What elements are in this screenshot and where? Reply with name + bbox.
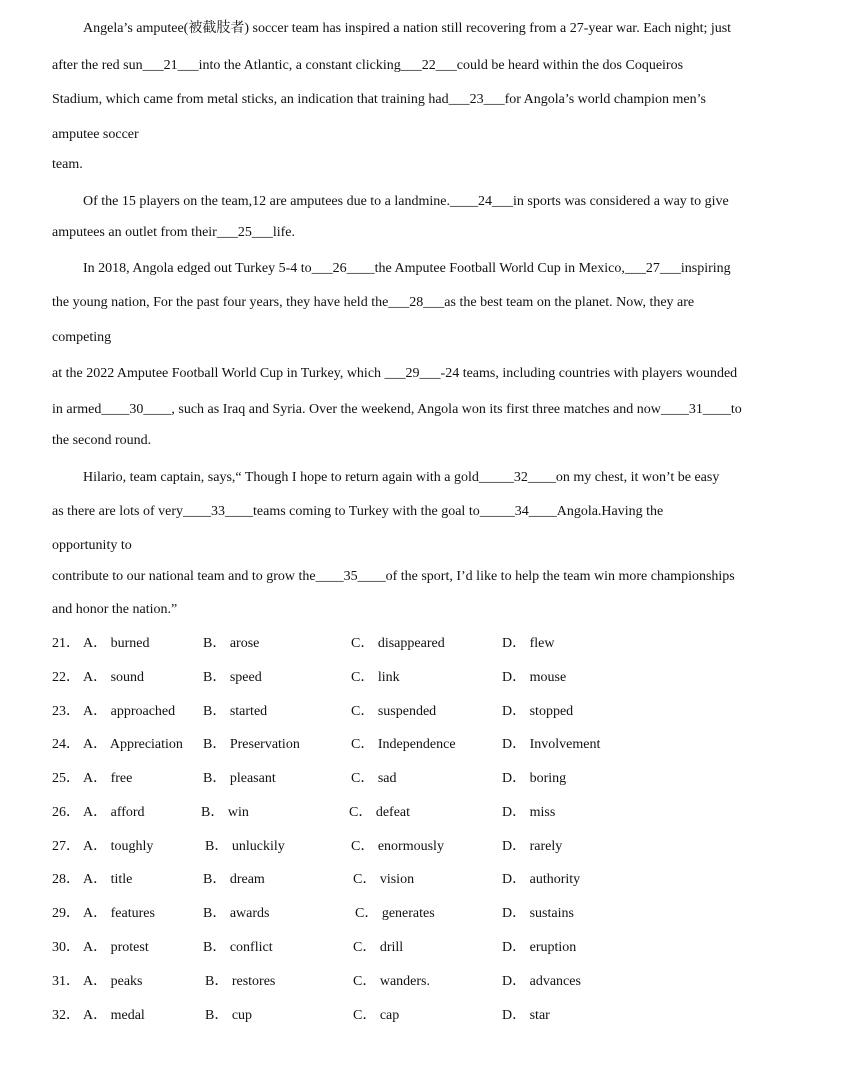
passage-line: In 2018, Angola edged out Turkey 5-4 to___26____the Amputee Football World Cup in Mexico,___27___inspiring <box>83 261 731 276</box>
option-d: D． Involvement <box>502 737 601 752</box>
option-c: C． suspended <box>351 704 437 719</box>
option-a: A． free <box>83 771 133 786</box>
option-c: C． wanders. <box>353 974 430 989</box>
passage-line: team. <box>52 157 83 172</box>
option-b: B． arose <box>203 636 260 651</box>
option-c: C． disappeared <box>351 636 445 651</box>
question-number: 21． <box>52 636 80 651</box>
question-number: 28． <box>52 872 80 887</box>
option-b: B． Preservation <box>203 737 300 752</box>
option-d: D． authority <box>502 872 581 887</box>
option-c: C． Independence <box>351 737 456 752</box>
option-a: A． toughly <box>83 839 154 854</box>
option-d: D． miss <box>502 805 556 820</box>
option-b: B． dream <box>203 872 265 887</box>
passage-line: after the red sun___21___into the Atlantic, a constant clicking___22___could be heard within the dos Coqueiros <box>52 58 684 73</box>
option-a: A． approached <box>83 704 176 719</box>
passage-line: competing <box>52 330 112 345</box>
option-c: C． cap <box>353 1008 400 1023</box>
option-b: B． conflict <box>203 940 273 955</box>
option-a: A． peaks <box>83 974 143 989</box>
question-item <box>52 669 812 687</box>
question-number: 22． <box>52 670 80 685</box>
passage-line: amputees an outlet from their___25___life. <box>52 225 295 240</box>
passage-line: the second round. <box>52 433 152 448</box>
option-a: A． sound <box>83 670 145 685</box>
question-number: 29． <box>52 906 80 921</box>
question-item <box>52 973 812 991</box>
question-item <box>52 838 812 856</box>
passage-line: Of the 15 players on the team,12 are amputees due to a landmine.____24___in sports was considered a way to give <box>83 194 729 209</box>
question-number: 26． <box>52 805 80 820</box>
option-b: B． win <box>201 805 249 820</box>
option-d: D． rarely <box>502 839 563 854</box>
option-d: D． flew <box>502 636 555 651</box>
option-d: D． sustains <box>502 906 574 921</box>
option-c: C． vision <box>353 872 415 887</box>
question-item <box>52 939 812 957</box>
option-c: C． defeat <box>349 805 411 820</box>
option-a: A． Appreciation <box>83 737 183 752</box>
option-a: A． title <box>83 872 133 887</box>
option-d: D． stopped <box>502 704 574 719</box>
passage-line: in armed____30____, such as Iraq and Syria. Over the weekend, Angola won its first three matches and now____31____to <box>52 402 742 417</box>
passage-line: amputee soccer <box>52 127 139 142</box>
question-item <box>52 1007 812 1025</box>
option-c: C． enormously <box>351 839 444 854</box>
passage-line: the young nation, For the past four years, they have held the___28___as the best team on the planet. Now, they are <box>52 295 695 310</box>
passage-line: Angela’s amputee(被截肢者) soccer team has inspired a nation still recovering from a 27-year war. Each night; just <box>83 21 732 36</box>
option-d: D． advances <box>502 974 581 989</box>
option-d: D． eruption <box>502 940 577 955</box>
passage-line: at the 2022 Amputee Football World Cup in Turkey, which ___29___-24 teams, including countries with players wounded <box>52 366 738 381</box>
question-number: 30． <box>52 940 80 955</box>
question-item <box>52 804 812 822</box>
passage-line: opportunity to <box>52 538 132 553</box>
option-a: A． protest <box>83 940 149 955</box>
passage-line: contribute to our national team and to grow the____35____of the sport, I’d like to help the team win more championships <box>52 569 735 584</box>
question-number: 32． <box>52 1008 80 1023</box>
option-c: C． drill <box>353 940 404 955</box>
option-b: B． awards <box>203 906 270 921</box>
passage-line: and honor the nation.” <box>52 602 178 617</box>
option-c: C． link <box>351 670 400 685</box>
passage-line: Hilario, team captain, says,“ Though I hope to return again with a gold_____32____on my chest, it won’t be easy <box>83 470 720 485</box>
passage-line: Stadium, which came from metal sticks, an indication that training had___23___for Angola’s world champion men’s <box>52 92 706 107</box>
option-b: B． unluckily <box>205 839 285 854</box>
option-b: B． cup <box>205 1008 253 1023</box>
option-d: D． star <box>502 1008 550 1023</box>
question-item <box>52 635 812 653</box>
option-c: C． sad <box>351 771 397 786</box>
option-b: B． started <box>203 704 268 719</box>
option-b: B． pleasant <box>203 771 276 786</box>
question-item <box>52 770 812 788</box>
option-b: B． restores <box>205 974 276 989</box>
option-d: D． boring <box>502 771 567 786</box>
question-item <box>52 905 812 923</box>
option-a: A． burned <box>83 636 150 651</box>
question-number: 25． <box>52 771 80 786</box>
option-b: B． speed <box>203 670 262 685</box>
option-a: A． medal <box>83 1008 145 1023</box>
option-a: A． afford <box>83 805 145 820</box>
passage-line: as there are lots of very____33____teams coming to Turkey with the goal to_____34____Angola.Having the <box>52 504 664 519</box>
question-item <box>52 736 812 754</box>
question-number: 24． <box>52 737 80 752</box>
question-number: 27． <box>52 839 80 854</box>
question-item <box>52 703 812 721</box>
option-a: A． features <box>83 906 155 921</box>
option-c: C． generates <box>355 906 435 921</box>
option-d: D． mouse <box>502 670 567 685</box>
question-number: 31． <box>52 974 80 989</box>
question-item <box>52 871 812 889</box>
question-number: 23． <box>52 704 80 719</box>
